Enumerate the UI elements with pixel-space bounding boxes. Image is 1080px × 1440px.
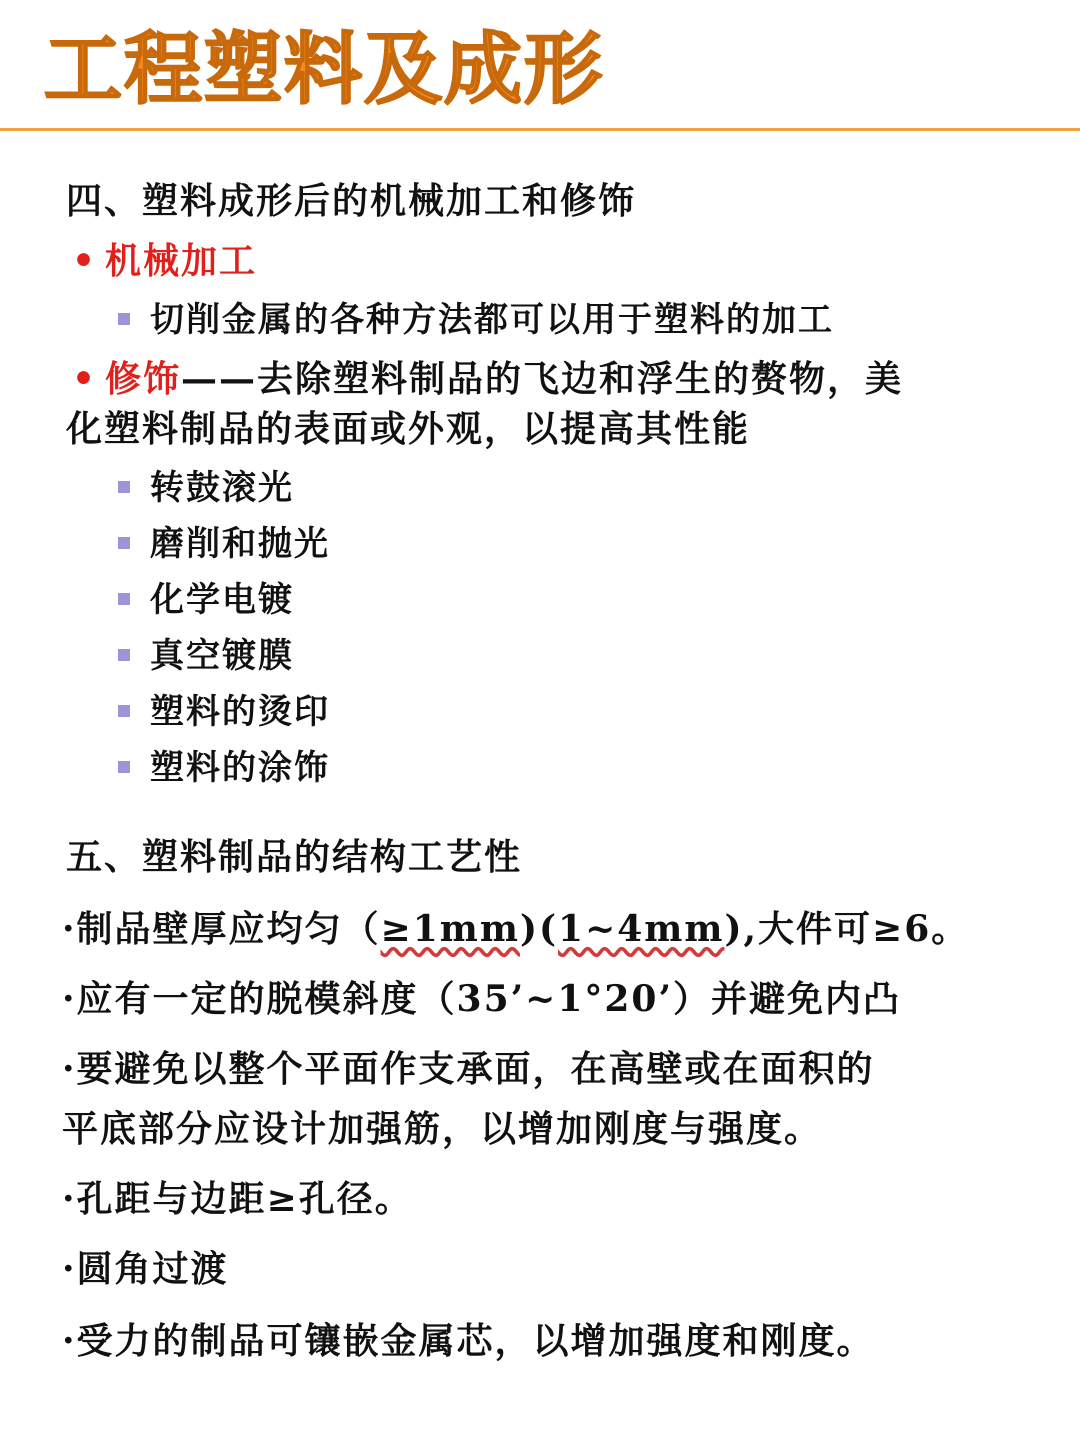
structure-item-hole-spacing: ·孔距与边距≥孔径。 bbox=[62, 1178, 413, 1220]
finishing-item bbox=[118, 578, 294, 622]
machining-item-text: 切削金属的各种方法都可以用于塑料的加工 bbox=[150, 300, 834, 340]
finishing-item bbox=[118, 522, 330, 566]
structure-item-support-line2: 平底部分应设计加强筋，以增加刚度与强度。 bbox=[62, 1108, 823, 1150]
finishing-item-text: 塑料的烫印 bbox=[150, 692, 330, 732]
structure-item-fillet: ·圆角过渡 bbox=[62, 1248, 229, 1290]
square-bullet-icon bbox=[118, 481, 130, 493]
structure-item-wall-thickness bbox=[62, 906, 969, 953]
finishing-desc-line1: ——去除塑料制品的飞边和浮生的赘物，美 bbox=[181, 358, 904, 400]
square-bullet-icon bbox=[118, 649, 130, 661]
square-bullet-icon bbox=[118, 761, 130, 773]
square-bullet-icon bbox=[118, 705, 130, 717]
finishing-item bbox=[118, 690, 330, 734]
finishing-item-text: 真空镀膜 bbox=[150, 636, 294, 676]
item-text: ·制品壁厚应均匀（ bbox=[62, 908, 381, 950]
finishing-item-text: 转鼓滚光 bbox=[150, 468, 294, 508]
item-text: )( bbox=[519, 908, 559, 950]
finishing-item-text: 塑料的涂饰 bbox=[150, 748, 330, 788]
square-bullet-icon bbox=[118, 313, 130, 325]
item-text: ),大件可≥6。 bbox=[724, 908, 970, 950]
structure-item-draft-angle: ·应有一定的脱模斜度（35’~1°20’）并避免内凸 bbox=[62, 978, 902, 1020]
finishing-bullet-line bbox=[72, 356, 903, 403]
square-bullet-icon bbox=[118, 593, 130, 605]
finishing-item-text: 化学电镀 bbox=[150, 580, 294, 620]
machining-bullet-line bbox=[72, 238, 257, 285]
machining-label: 机械加工 bbox=[105, 240, 258, 282]
finishing-item bbox=[118, 634, 294, 678]
item-text-underlined: ≥1mm bbox=[380, 908, 520, 950]
red-bullet-icon: • bbox=[72, 358, 98, 400]
finishing-item bbox=[118, 746, 330, 790]
item-text-underlined: 1~4mm bbox=[558, 908, 725, 950]
page-title: 工程塑料及成形 bbox=[44, 25, 605, 115]
finishing-item bbox=[118, 466, 294, 510]
finishing-label: 修饰 bbox=[105, 358, 182, 400]
red-bullet-icon: • bbox=[72, 240, 98, 282]
machining-item bbox=[118, 298, 834, 342]
structure-item-support-line1: ·要避免以整个平面作支承面，在高壁或在面积的 bbox=[62, 1048, 875, 1090]
finishing-item-text: 磨削和抛光 bbox=[150, 524, 330, 564]
finishing-desc-line2: 化塑料制品的表面或外观，以提高其性能 bbox=[66, 408, 751, 450]
title-divider bbox=[0, 128, 1080, 131]
square-bullet-icon bbox=[118, 537, 130, 549]
section4-heading: 四、塑料成形后的机械加工和修饰 bbox=[66, 180, 637, 222]
structure-item-insert: ·受力的制品可镶嵌金属芯，以增加强度和刚度。 bbox=[62, 1320, 875, 1362]
section5-heading: 五、塑料制品的结构工艺性 bbox=[66, 836, 523, 878]
